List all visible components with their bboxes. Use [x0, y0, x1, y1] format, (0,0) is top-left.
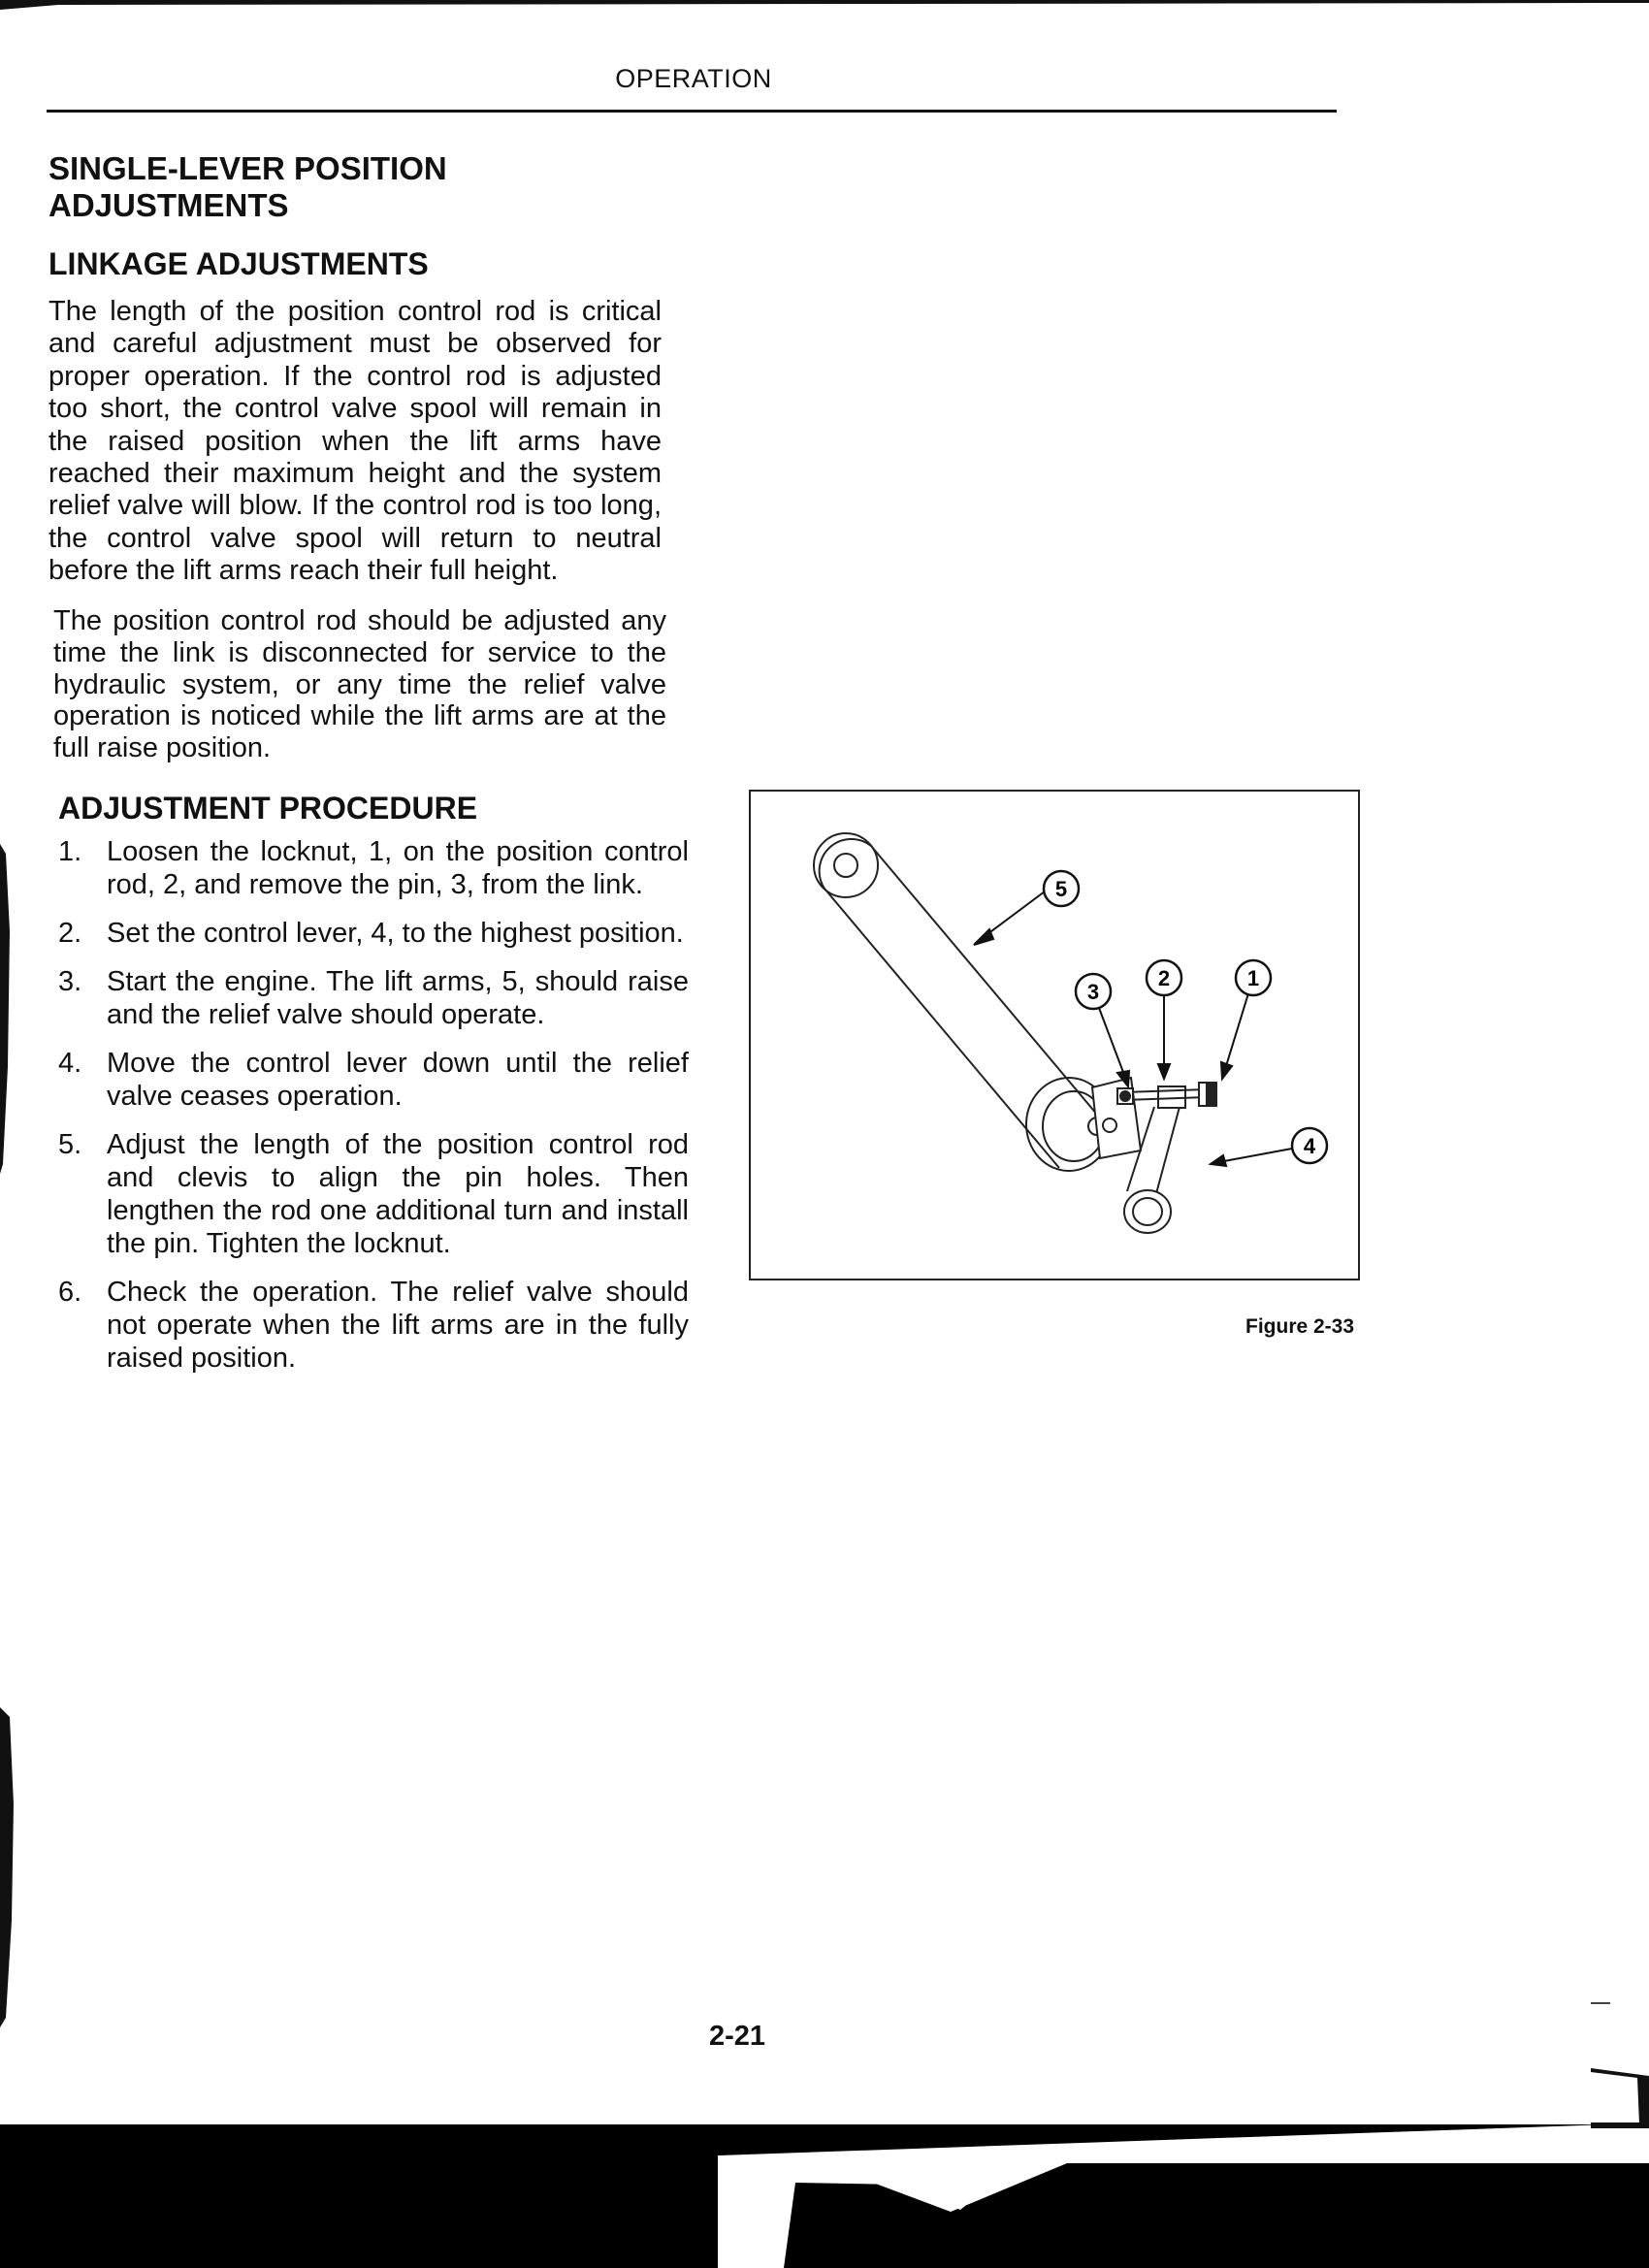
step-number: 6. [58, 1277, 82, 1308]
step-text: Move the control lever down until the relief valve ceases operation. [107, 1048, 689, 1112]
callout-5-label: 5 [1054, 877, 1068, 901]
paragraph: The position control rod should be adjusted any time the link is disconnected for service to the hydraulic system, or any time the relief valve operation is noticed while the lift arms are at the full raise position. [53, 605, 666, 764]
linkage-heading: LINKAGE ADJUSTMENTS [48, 246, 429, 281]
callout-3-label: 3 [1086, 980, 1100, 1004]
section-header: OPERATION [615, 64, 772, 93]
page-title: SINGLE-LEVER POSITION ADJUSTMENTS [48, 150, 447, 223]
figure-caption: Figure 2-33 [1245, 1315, 1355, 1338]
step-text: Start the engine. The lift arms, 5, should raise and the relief valve should operate. [107, 966, 689, 1030]
step-text: Adjust the length of the position control rod and clevis to align the pin holes. Then lengthen the rod one additional turn and install the pin. Tighten the locknut. [107, 1129, 689, 1259]
page-number: 2-21 [708, 2021, 766, 2052]
callout-4-label: 4 [1303, 1134, 1316, 1158]
callout-1-label: 1 [1246, 966, 1260, 990]
step-text: Set the control lever, 4, to the highest position. [107, 918, 684, 949]
step-number: 4. [58, 1048, 82, 1079]
step-number: 2. [58, 918, 82, 949]
paragraph: The length of the position control rod is critical and careful adjustment must be observed for proper operation. If the control rod is adjusted too short, the control valve spool will remain in the raised position when the lift arms have reached their maximum height and the system relief valve will blow. If the control rod is too long, the control valve spool will return to neutral before the lift arms reach their full height. [48, 296, 662, 587]
step-number: 1. [58, 836, 82, 867]
step-text: Loosen the locknut, 1, on the position control rod, 2, and remove the pin, 3, from the link. [107, 836, 689, 900]
callout-2-label: 2 [1157, 966, 1171, 990]
step-number: 3. [58, 966, 82, 997]
step-text: Check the operation. The relief valve should not operate when the lift arms are in the fully raised position. [107, 1277, 689, 1374]
step-number: 5. [58, 1129, 82, 1160]
procedure-heading: ADJUSTMENT PROCEDURE [58, 791, 478, 826]
